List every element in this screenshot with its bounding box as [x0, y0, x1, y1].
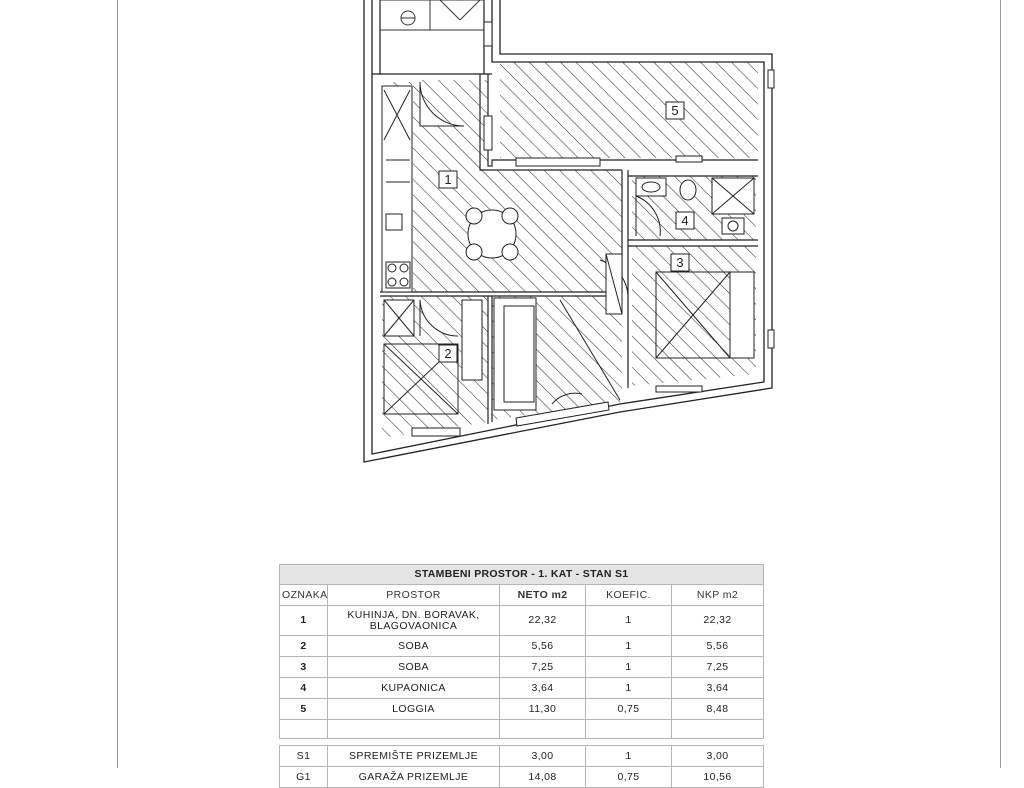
table-row	[280, 636, 764, 657]
dining-table	[466, 208, 518, 260]
row-nkp: 3,00	[672, 746, 764, 767]
row-coef: 1	[586, 678, 672, 699]
blank-cell	[672, 720, 764, 739]
floor-plan-drawing	[350, 0, 790, 470]
row-name: SPREMIŠTE PRIZEMLJE	[328, 746, 500, 767]
svg-text:1: 1	[444, 172, 452, 187]
room-number-2	[439, 345, 457, 362]
row-net: 11,30	[500, 699, 586, 720]
row-nkp: 7,25	[672, 657, 764, 678]
blank-cell	[280, 720, 328, 739]
row-mark: 3	[280, 657, 328, 678]
sheet-border-left	[117, 0, 118, 768]
room-number-5	[666, 102, 684, 119]
table-row	[280, 746, 764, 767]
kitchen-counter	[382, 86, 412, 292]
svg-text:3: 3	[676, 255, 684, 270]
blank-cell	[328, 720, 500, 739]
area-table	[279, 564, 764, 788]
row-coef: 0,75	[586, 767, 672, 788]
row-name: SOBA	[328, 657, 500, 678]
header-koefic: KOEFIC.	[586, 585, 672, 606]
row-nkp: 5,56	[672, 636, 764, 657]
row-coef: 1	[586, 636, 672, 657]
row-mark: 5	[280, 699, 328, 720]
row-mark: 4	[280, 678, 328, 699]
table-gap-row	[280, 739, 764, 746]
row-name: SOBA	[328, 636, 500, 657]
top-storage	[380, 0, 484, 30]
row-nkp: 22,32	[672, 606, 764, 636]
row-net: 22,32	[500, 606, 586, 636]
blank-cell	[500, 720, 586, 739]
header-oznaka: OZNAKA	[280, 585, 328, 606]
row-coef: 1	[586, 606, 672, 636]
svg-text:5: 5	[671, 103, 679, 118]
row-nkp: 3,64	[672, 678, 764, 699]
svg-text:4: 4	[681, 213, 689, 228]
row-name: KUPAONICA	[328, 678, 500, 699]
table-header-row	[280, 585, 764, 606]
row-name: LOGGIA	[328, 699, 500, 720]
table-row	[280, 657, 764, 678]
row-net: 3,64	[500, 678, 586, 699]
row-nkp: 10,56	[672, 767, 764, 788]
table-blank-row	[280, 720, 764, 739]
header-nkp: NKP m2	[672, 585, 764, 606]
table-row	[280, 699, 764, 720]
svg-text:2: 2	[444, 346, 452, 361]
row-net: 14,08	[500, 767, 586, 788]
gap-cell	[280, 739, 764, 746]
row-mark: 2	[280, 636, 328, 657]
table-row	[280, 767, 764, 788]
row-net: 5,56	[500, 636, 586, 657]
header-neto: NETO m2	[500, 585, 586, 606]
row-coef: 1	[586, 657, 672, 678]
header-prostor: PROSTOR	[328, 585, 500, 606]
row-mark: G1	[280, 767, 328, 788]
sheet-border-right	[1000, 0, 1001, 768]
table-title: STAMBENI PROSTOR - 1. KAT - STAN S1	[280, 565, 764, 585]
row-nkp: 8,48	[672, 699, 764, 720]
row-net: 7,25	[500, 657, 586, 678]
row-name: GARAŽA PRIZEMLJE	[328, 767, 500, 788]
room-number-1	[439, 171, 457, 188]
row-coef: 1	[586, 746, 672, 767]
room-number-4	[676, 212, 694, 229]
row-mark: 1	[280, 606, 328, 636]
row-net: 3,00	[500, 746, 586, 767]
table-row	[280, 678, 764, 699]
row-mark: S1	[280, 746, 328, 767]
table-row	[280, 606, 764, 636]
blank-cell	[586, 720, 672, 739]
row-coef: 0,75	[586, 699, 672, 720]
floor-plan	[350, 0, 790, 470]
room-number-3	[671, 254, 689, 271]
row-name: KUHINJA, DN. BORAVAK, BLAGOVAONICA	[328, 606, 500, 636]
